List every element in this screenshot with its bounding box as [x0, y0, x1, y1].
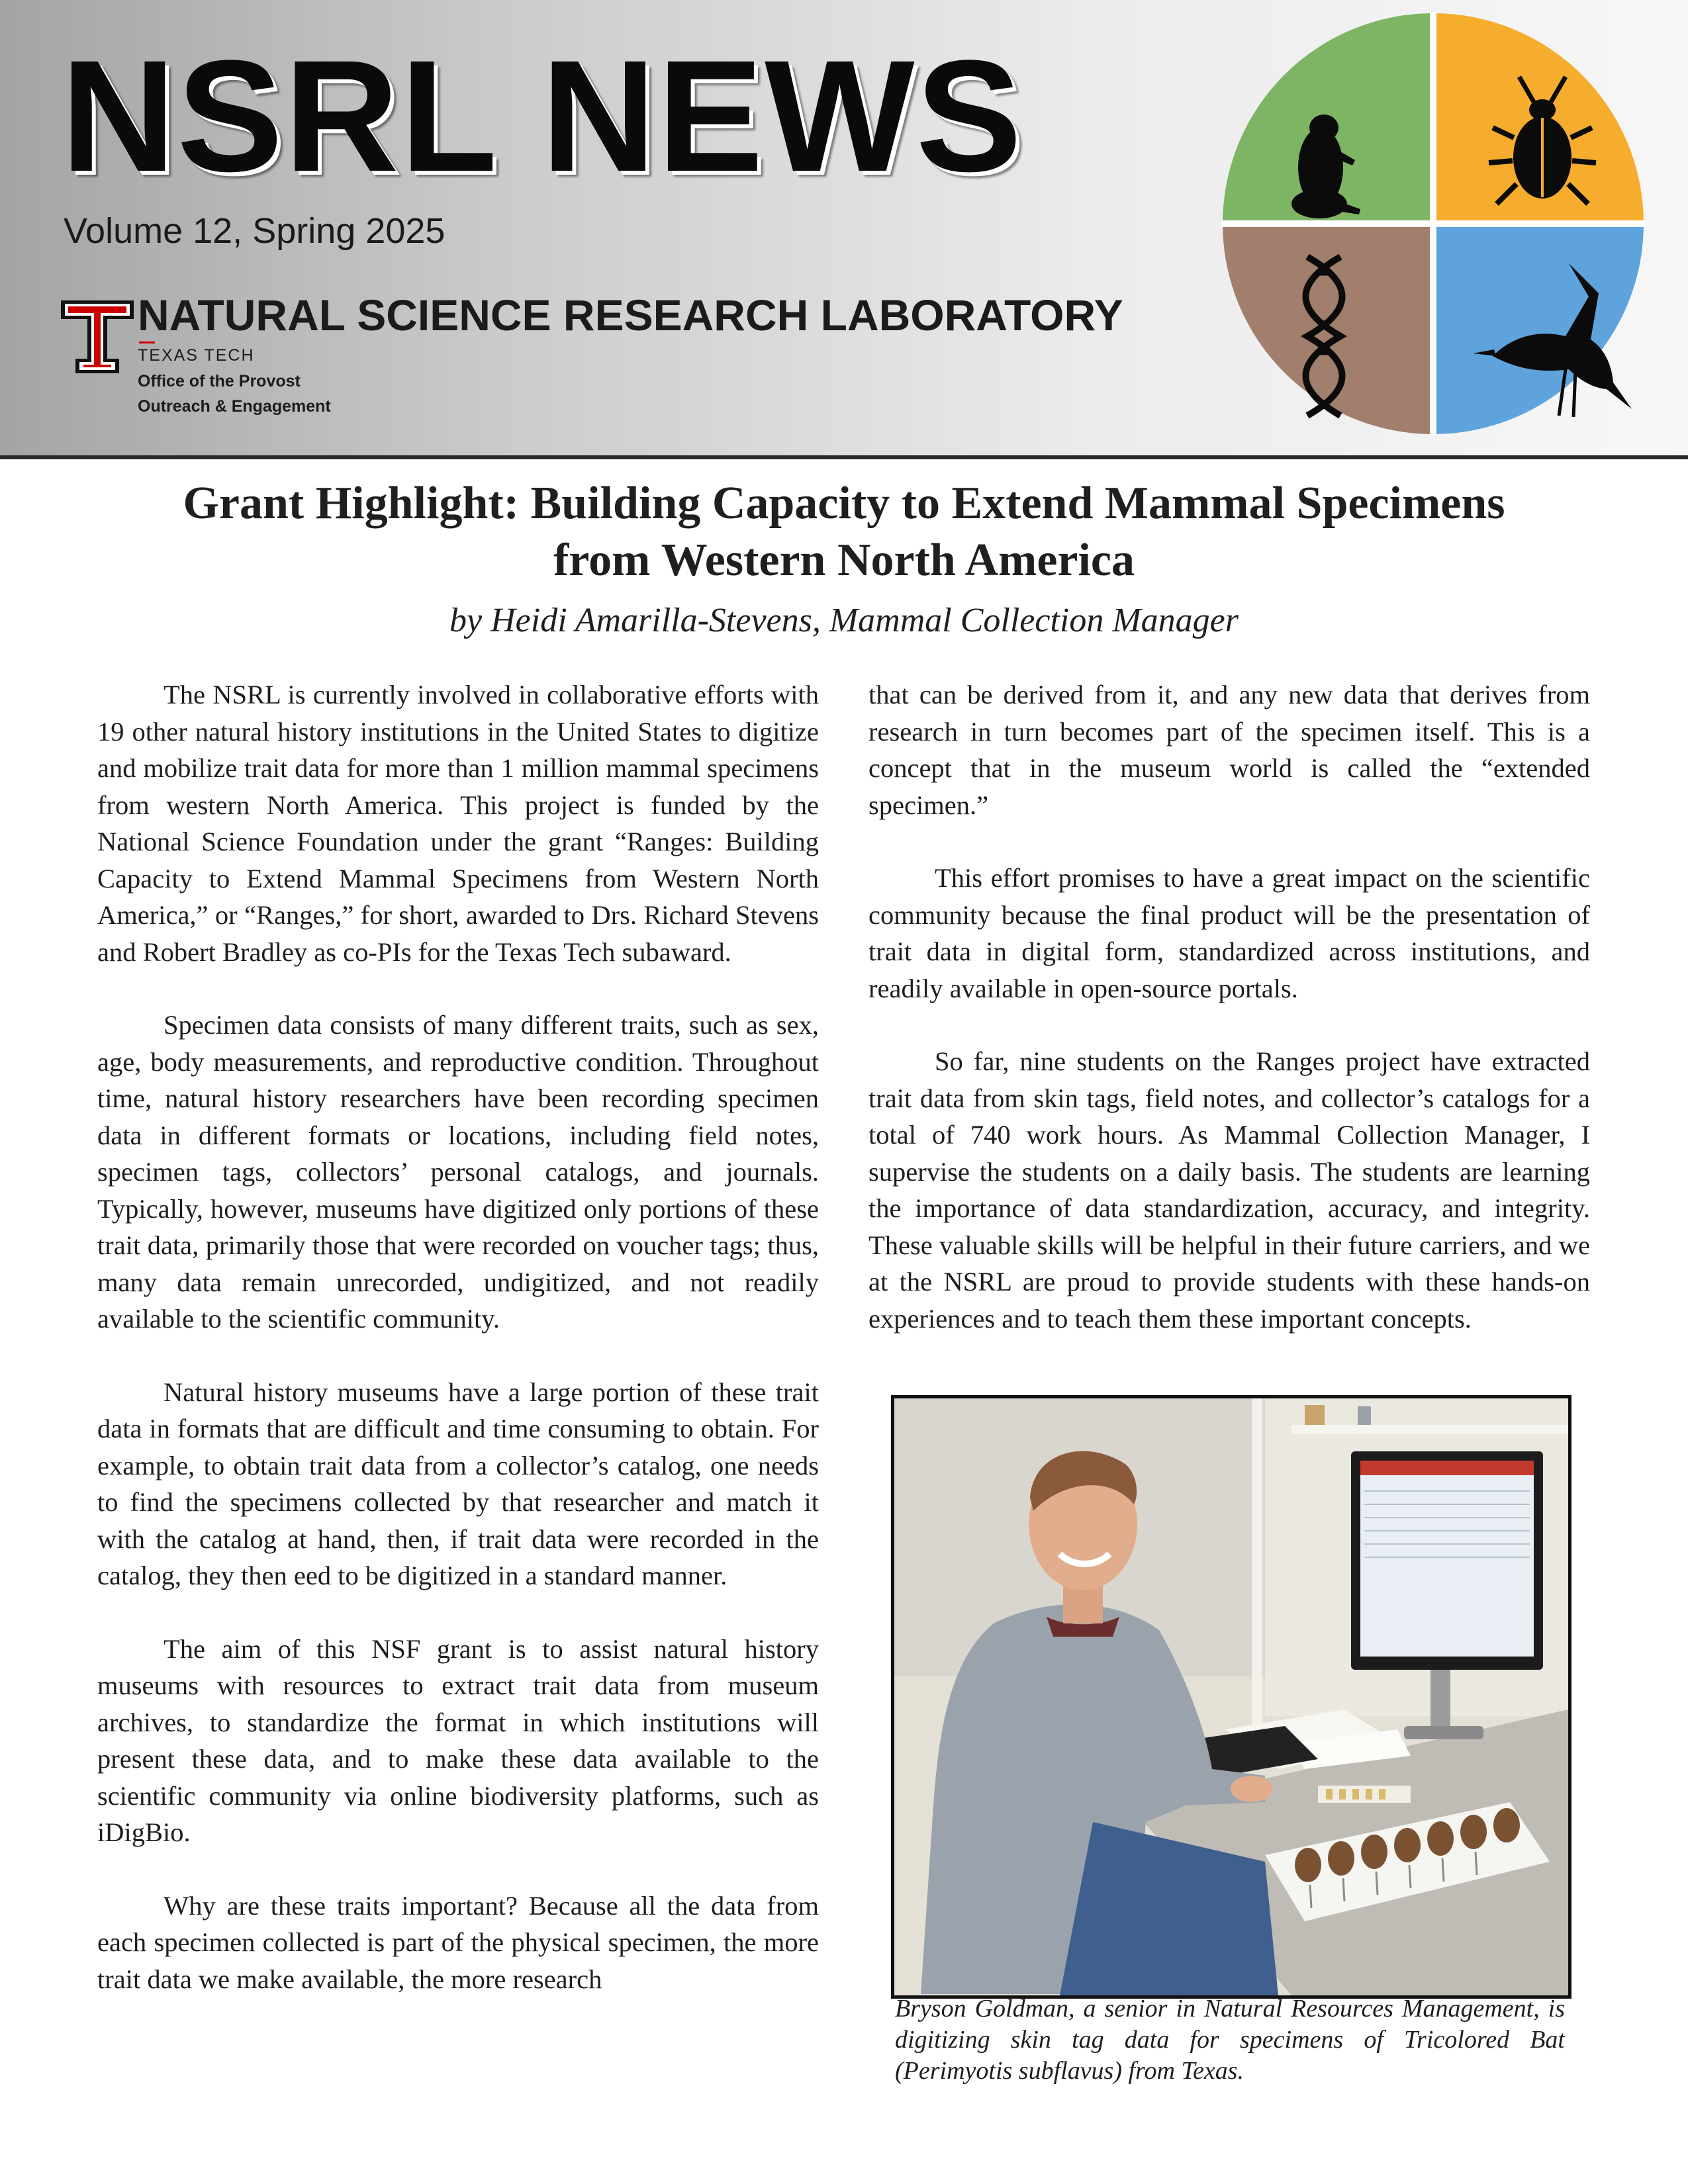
paragraph: The NSRL is currently involved in collaborative efforts with 19 other natural history institutions in the United States to digitize and mobilize trait data for more than 1 million mammal specimens from western North America. This project is funded by the National Science Foundation under the grant “Ranges: Building Capacity to Extend Mammal Specimens from Western North America,” or “Ranges,” for short, awarded to Drs. Richard Stevens and Robert Bradley as co-PIs for the Texas Tech subaward.: [97, 680, 819, 967]
left-column: [97, 676, 819, 2034]
office-name: Office of the Provost: [138, 372, 301, 390]
emblem-blue-quadrant: [1433, 224, 1644, 434]
paragraph: The aim of this NSF grant is to assist natural history museums with resources to extract trait data from museum archives, to standardize the format in which institutions will present these data, and to make these data available to the scientific community via online biodiversity platforms, such as iDigBio.: [97, 1633, 819, 1847]
article-byline: by Heidi Amarilla-Stevens, Mammal Collection Manager: [449, 602, 1239, 639]
university-name: TEXAS TECH: [138, 346, 255, 365]
photo-caption: Bryson Goldman, a senior in Natural Resources Management, is digitizing skin tag data for specimens of Tricolored Bat (Perimyotis subflavus) from Texas.: [895, 1995, 1565, 2085]
student-photo: [891, 1395, 1571, 1999]
article-title-line-1: Grant Highlight: Building Capacity to Extend Mammal Specimens: [183, 478, 1505, 529]
paragraph-continued: that can be derived from it, and any new data that derives from research in turn becomes part of the specimen itself. This is a concept that in the museum world is called the “extended specimen.”: [868, 680, 1590, 820]
lab-name: NATURAL SCIENCE RESEARCH LABORATORY: [138, 291, 1123, 340]
masthead-title: NSRL NEWS: [61, 27, 1023, 205]
newsletter-header: [0, 0, 1688, 457]
volume-issue: Volume 12, Spring 2025: [64, 211, 445, 251]
article-title-line-2: from Western North America: [553, 535, 1135, 586]
paragraph: Specimen data consists of many different traits, such as sex, age, body measurements, and reproductive condition. Throughout time, natural history researchers have been recording specimen data in different formats or locations, including field notes, specimen tags, collectors’ personal catalogs, and journals. Typically, however, museums have digitized only portions of these trait data, primarily those that were recorded on voucher tags; thus, many data remain unrecorded, undigitized, and not readily available to the scientific community.: [97, 1010, 819, 1334]
article-title: [99, 475, 1589, 589]
student-at-computer-illustration: [894, 1398, 1568, 1995]
right-column: [868, 676, 1590, 1373]
nsrl-emblem: [1221, 12, 1645, 435]
texas-tech-double-t-logo: [58, 296, 136, 376]
paragraph: So far, nine students on the Ranges project have extracted trait data from skin tags, field notes, and collector’s catalogs for a total of 740 work hours. As Mammal Collection Manager, I supervise the students on a daily basis. The students are learning the importance of data standardization, accuracy, and integrity. These valuable skills will be helpful in their future carriers, and we at the NSRL are proud to provide students with these hands-on experiences and to teach them these important concepts.: [868, 1046, 1590, 1334]
paragraph: Natural history museums have a large portion of these trait data in formats that are difficult and time consuming to obtain. For example, to obtain trait data from a collector’s catalog, one needs to find the specimens collected by that researcher and match it with the catalog at hand, then, if trait data were recorded in the catalog, they then eed to be digitized in a standard manner.: [97, 1377, 819, 1590]
paragraph: This effort promises to have a great impact on the scientific community because the final product will be the presentation of trait data in digital form, standardized across institutions, and readily available in open-source portals.: [868, 863, 1590, 1003]
accent-rule: [139, 341, 155, 343]
header-divider: [0, 455, 1688, 459]
paragraph: Why are these traits important? Because all the data from each specimen collected is part of the physical specimen, the more trait data we make available, the more research: [97, 1890, 819, 1994]
unit-name: Outreach & Engagement: [138, 397, 331, 416]
